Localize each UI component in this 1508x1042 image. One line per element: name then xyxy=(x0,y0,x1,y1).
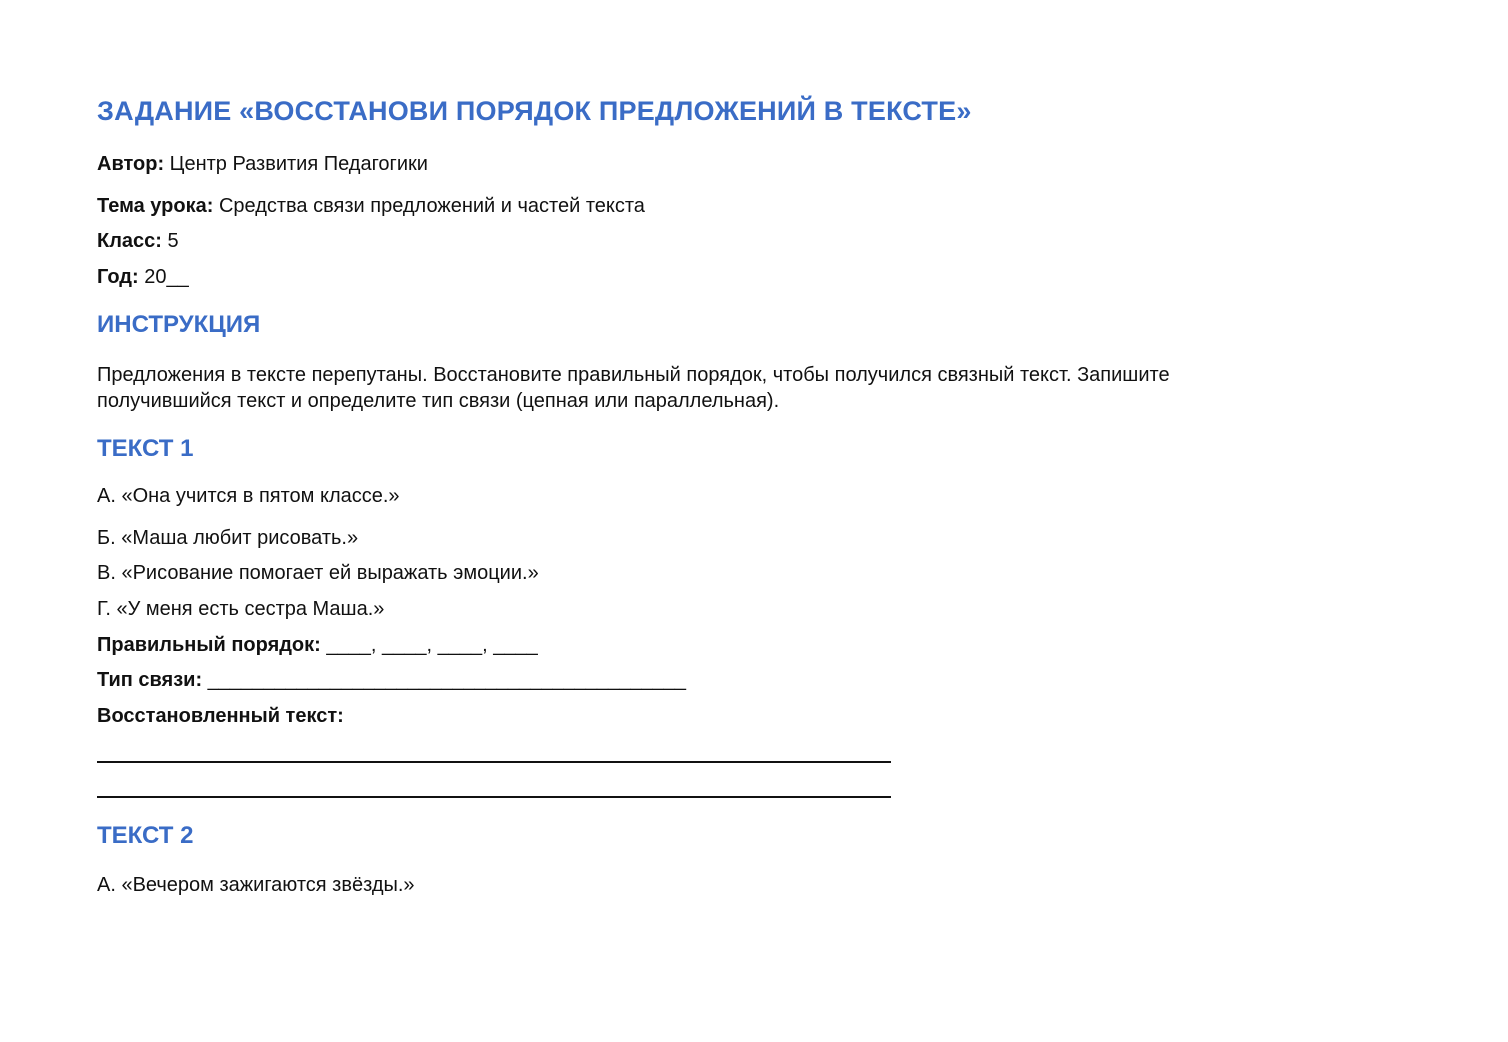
grade-line xyxy=(97,229,179,253)
year-label: Год: xyxy=(97,266,139,288)
link-type-line xyxy=(97,668,686,692)
order-blanks[interactable]: ____, ____, ____, ____ xyxy=(320,634,538,656)
text1-heading: ТЕКСТ 1 xyxy=(97,435,194,462)
instruction-line-1: Предложения в тексте перепутаны. Восстановите правильный порядок, чтобы получился связный текст. Запишите xyxy=(97,364,1170,386)
text1-sentence-a: А. «Она учится в пятом классе.» xyxy=(97,485,400,507)
order-line xyxy=(97,633,538,657)
answer-line-2[interactable] xyxy=(97,796,891,798)
answer-line-1[interactable] xyxy=(97,761,891,763)
grade-value: 5 xyxy=(161,230,179,252)
instruction-line-2: получившийся текст и определите тип связи (цепная или параллельная). xyxy=(97,390,780,412)
topic-value: Средства связи предложений и частей текста xyxy=(213,195,645,217)
text2-sentence-a: А. «Вечером зажигаются звёзды.» xyxy=(97,874,415,896)
order-label: Правильный порядок: xyxy=(97,634,321,656)
year-value: 20__ xyxy=(138,266,189,288)
author-label: Автор: xyxy=(97,153,165,175)
instruction-heading: ИНСТРУКЦИЯ xyxy=(97,311,261,338)
year-line xyxy=(97,265,189,289)
topic-label: Тема урока: xyxy=(97,195,214,217)
author-value: Центр Развития Педагогики xyxy=(164,153,428,175)
text2-heading: ТЕКСТ 2 xyxy=(97,822,194,849)
text1-sentence-b: Б. «Маша любит рисовать.» xyxy=(97,527,359,549)
text1-sentence-v: В. «Рисование помогает ей выражать эмоции.» xyxy=(97,562,539,584)
link-type-label: Тип связи: xyxy=(97,669,203,691)
page-title: ЗАДАНИЕ «ВОССТАНОВИ ПОРЯДОК ПРЕДЛОЖЕНИЙ В ТЕКСТЕ» xyxy=(97,96,972,126)
link-type-blank[interactable]: ___________________________________________ xyxy=(202,669,686,691)
text1-sentence-g: Г. «У меня есть сестра Маша.» xyxy=(97,598,385,620)
grade-label: Класс: xyxy=(97,230,162,252)
topic-line xyxy=(97,194,645,218)
author-line xyxy=(97,152,428,176)
restored-text-label: Восстановленный текст: xyxy=(97,705,344,727)
